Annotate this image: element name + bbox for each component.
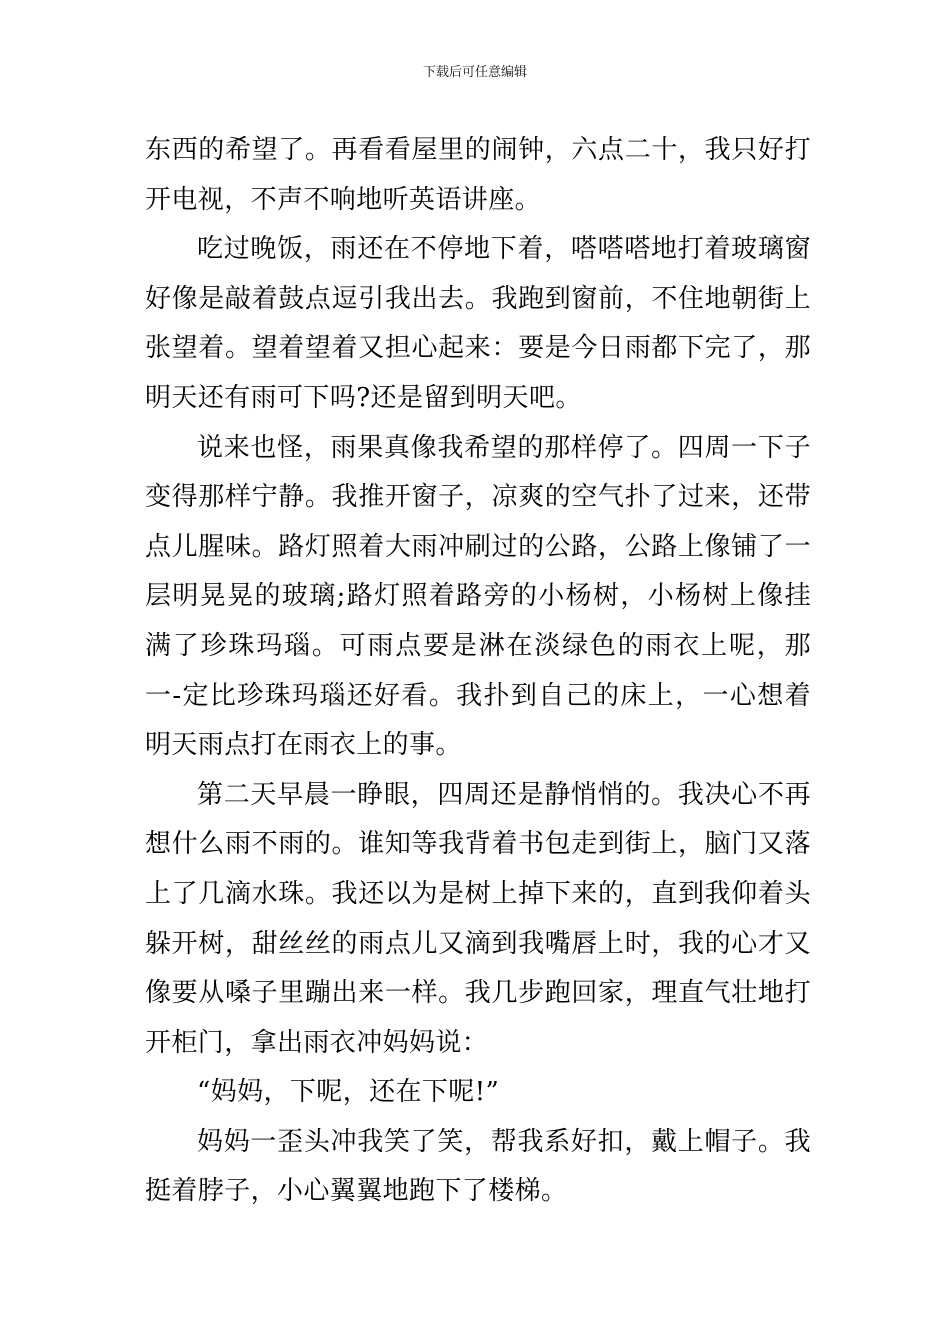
paragraph: 说来也怪，雨果真像我希望的那样停了。四周一下子变得那样宁静。我推开窗子，凉爽的空气扑了过来，还带点儿腥味。路灯照着大雨冲刷过的公路，公路上像铺了一层明晃晃的玻璃;路灯照着路旁的小杨树，小杨树上像挂满了珍珠玛瑙。可雨点要是淋在淡绿色的雨衣上呢，那一-定比珍珠玛瑙还好看。我扑到自己的床上，一心想着明天雨点打在雨衣上的事。: [145, 432, 811, 761]
paragraph: 第二天早晨一睁眼，四周还是静悄悄的。我决心不再想什么雨不雨的。谁知等我背着书包走到街上，脑门又落上了几滴水珠。我还以为是树上掉下来的，直到我仰着头躲开树，甜丝丝的雨点儿又滴到我嘴唇上时，我的心才又像要从嗓子里蹦出来一样。我几步跑回家，理直气壮地打开柜门，拿出雨衣冲妈妈说：: [145, 779, 811, 1058]
paragraph: 东西的希望了。再看看屋里的闹钟，六点二十，我只好打开电视，不声不响地听英语讲座。: [145, 135, 811, 215]
quoted-line: “妈妈，下呢，还在下呢!”: [197, 1077, 500, 1108]
document-body: [145, 126, 811, 1217]
paragraph: 妈妈一歪头冲我笑了笑，帮我系好扣，戴上帽子。我挺着脖子，小心翼翼地跑下了楼梯。: [145, 1126, 811, 1207]
page-header: 下载后可任意编辑: [422, 65, 527, 80]
paragraph: 吃过晚饭，雨还在不停地下着，嗒嗒嗒地打着玻璃窗好像是敲着鼓点逗引我出去。我跑到窗前，不住地朝街上张望着。望着望着又担心起来：要是今日雨都下完了，那明天还有雨可下吗?还是留到明天吧。: [145, 234, 811, 413]
